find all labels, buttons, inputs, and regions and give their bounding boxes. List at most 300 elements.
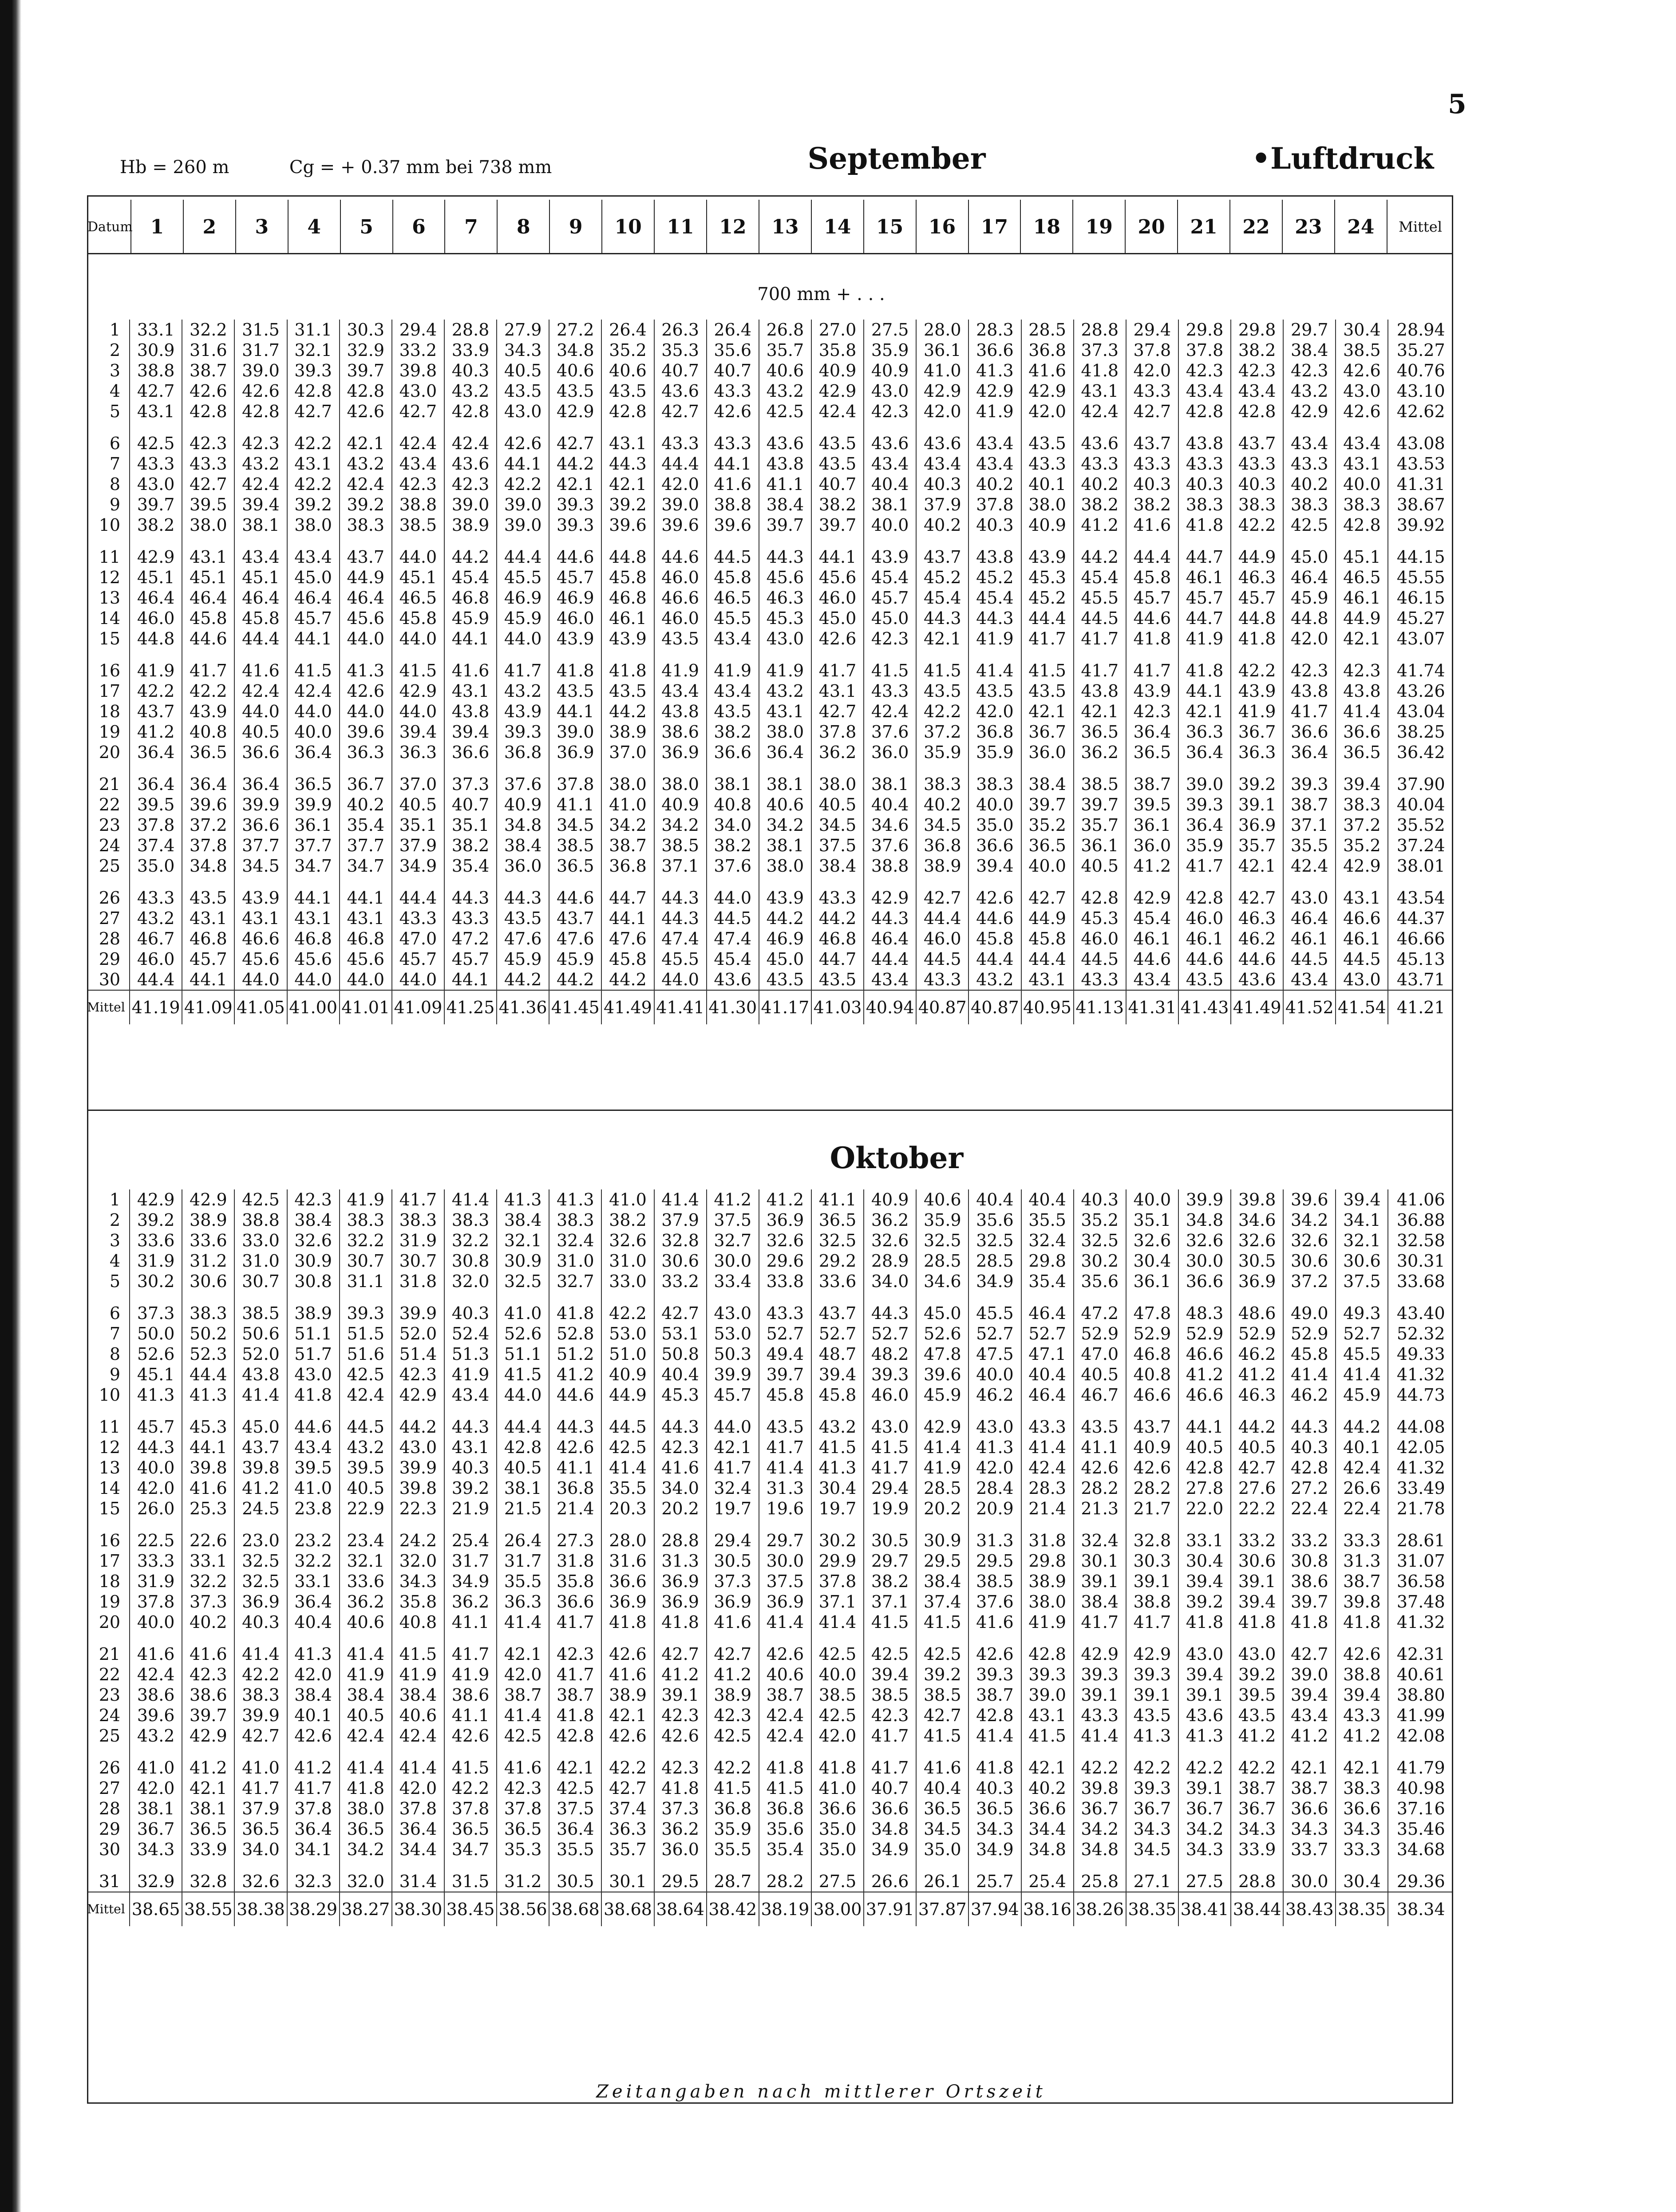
pressure-cell: 38.1 [707, 774, 759, 794]
pressure-cell: 43.1 [287, 454, 340, 474]
pressure-cell: 43.1 [759, 701, 811, 722]
pressure-cell: 34.8 [864, 1819, 916, 1839]
pressure-cell: 37.6 [707, 856, 759, 876]
spacer-cell [916, 1519, 968, 1530]
daily-mean-cell: 44.37 [1388, 908, 1453, 928]
pressure-cell: 42.9 [392, 1385, 444, 1405]
pressure-cell: 38.9 [707, 1685, 759, 1705]
table-row [87, 1364, 1453, 1385]
pressure-cell: 35.4 [1021, 1271, 1074, 1292]
spacer-cell [1231, 1292, 1283, 1303]
pressure-cell: 41.2 [654, 1664, 707, 1685]
pressure-cell: 41.3 [130, 1385, 182, 1405]
table-row [87, 1385, 1453, 1405]
pressure-cell: 21.7 [1126, 1498, 1178, 1519]
spacer-cell [130, 649, 182, 660]
pressure-cell: 32.6 [1178, 1230, 1231, 1251]
pressure-cell: 37.3 [130, 1303, 182, 1323]
spacer-cell [1231, 1519, 1283, 1530]
pressure-cell: 42.9 [968, 381, 1021, 401]
pressure-cell: 37.6 [968, 1592, 1021, 1612]
spacer-cell [497, 1632, 549, 1644]
pressure-cell: 44.6 [549, 547, 601, 567]
pressure-cell: 35.5 [601, 1478, 654, 1498]
pressure-cell: 36.4 [287, 1819, 340, 1839]
daily-mean-cell: 37.48 [1388, 1592, 1453, 1612]
pressure-cell: 44.3 [549, 1417, 601, 1437]
pressure-cell: 41.4 [497, 1612, 549, 1632]
hourly-mean-cell: 37.87 [916, 1892, 968, 1926]
pressure-cell: 34.9 [864, 1839, 916, 1860]
pressure-cell: 41.2 [707, 1664, 759, 1685]
pressure-cell: 39.4 [1231, 1592, 1283, 1612]
col-header-hour: 24 [1335, 200, 1387, 254]
daily-mean-cell: 36.88 [1388, 1210, 1453, 1230]
pressure-cell: 38.6 [1283, 1571, 1336, 1592]
pressure-cell: 37.8 [549, 774, 601, 794]
spacer-cell [87, 876, 130, 888]
table-row [87, 1685, 1453, 1705]
pressure-cell: 40.3 [444, 1303, 497, 1323]
pressure-cell: 45.2 [916, 567, 968, 588]
pressure-cell: 36.9 [759, 1592, 811, 1612]
pressure-cell: 42.9 [1126, 888, 1178, 908]
spacer-cell [392, 535, 444, 547]
pressure-cell: 39.7 [759, 515, 811, 535]
pressure-cell: 31.7 [497, 1551, 549, 1571]
spacer-cell [1021, 1746, 1074, 1758]
pressure-cell: 39.7 [759, 1364, 811, 1385]
pressure-cell: 42.0 [916, 401, 968, 422]
pressure-cell: 44.0 [234, 701, 287, 722]
pressure-cell: 42.1 [1021, 1758, 1074, 1778]
hourly-mean-cell: 38.19 [759, 1892, 811, 1926]
day-label: 26 [99, 1758, 121, 1778]
pressure-cell: 43.8 [1178, 433, 1231, 454]
pressure-cell: 38.7 [601, 835, 654, 856]
pressure-cell: 36.9 [654, 1571, 707, 1592]
pressure-cell: 36.6 [707, 742, 759, 762]
group-spacer [87, 1292, 1453, 1303]
pressure-cell: 42.5 [811, 1705, 864, 1726]
pressure-cell: 46.8 [601, 588, 654, 608]
pressure-cell: 28.8 [654, 1530, 707, 1551]
table-row [87, 722, 1453, 742]
pressure-cell: 50.3 [707, 1344, 759, 1364]
spacer-cell [1231, 649, 1283, 660]
table-row [87, 969, 1453, 990]
pressure-cell: 30.9 [130, 340, 182, 360]
table-row [87, 856, 1453, 876]
column-header-row [87, 200, 1453, 254]
table-row [87, 628, 1453, 649]
pressure-cell: 37.4 [601, 1798, 654, 1819]
pressure-cell: 39.4 [392, 722, 444, 742]
spacer-cell [811, 1746, 864, 1758]
pressure-cell: 34.2 [340, 1839, 392, 1860]
spacer-cell [1388, 1292, 1453, 1303]
pressure-cell: 41.4 [759, 1612, 811, 1632]
spacer-cell [234, 876, 287, 888]
pressure-cell: 46.1 [1336, 928, 1388, 949]
pressure-cell: 42.6 [601, 1726, 654, 1746]
spacer-cell [811, 422, 864, 433]
spacer-cell [707, 1746, 759, 1758]
pressure-cell: 38.3 [340, 515, 392, 535]
pressure-cell: 42.7 [601, 1778, 654, 1798]
spacer-cell [444, 876, 497, 888]
pressure-cell: 45.0 [864, 608, 916, 628]
pressure-cell: 43.7 [916, 547, 968, 567]
pressure-cell: 26.4 [497, 1530, 549, 1551]
pressure-cell: 43.8 [1074, 681, 1126, 701]
station-height: Hb = 260 m [120, 157, 229, 178]
pressure-cell: 42.0 [1283, 628, 1336, 649]
daily-mean-cell: 33.49 [1388, 1478, 1453, 1498]
pressure-cell: 37.7 [234, 835, 287, 856]
pressure-cell: 43.2 [340, 454, 392, 474]
pressure-cell: 19.6 [759, 1498, 811, 1519]
pressure-cell: 34.8 [497, 815, 549, 835]
pressure-cell: 38.3 [444, 1210, 497, 1230]
spacer-cell [759, 1746, 811, 1758]
pressure-cell: 38.2 [1231, 340, 1283, 360]
pressure-cell: 43.4 [864, 454, 916, 474]
spacer-cell [130, 1292, 182, 1303]
spacer-cell [549, 1405, 601, 1417]
pressure-cell: 42.7 [130, 381, 182, 401]
pressure-cell: 46.4 [1283, 567, 1336, 588]
daily-mean-cell: 43.40 [1388, 1303, 1453, 1323]
pressure-cell: 41.8 [549, 1705, 601, 1726]
pressure-cell: 44.9 [1336, 608, 1388, 628]
pressure-cell: 46.3 [1231, 567, 1283, 588]
pressure-cell: 36.6 [1021, 1798, 1074, 1819]
pressure-cell: 38.3 [234, 1685, 287, 1705]
pressure-cell: 41.9 [1178, 628, 1231, 649]
pressure-cell: 37.1 [811, 1592, 864, 1612]
spacer-cell [601, 1860, 654, 1871]
pressure-cell: 43.4 [1283, 969, 1336, 990]
daily-mean-cell: 43.08 [1388, 433, 1453, 454]
pressure-cell: 28.2 [759, 1871, 811, 1892]
hourly-mean-cell: 38.29 [287, 1892, 340, 1926]
table-row [87, 1705, 1453, 1726]
day-label: 5 [109, 1272, 121, 1291]
daily-mean-cell: 45.13 [1388, 949, 1453, 969]
pressure-cell: 23.0 [234, 1530, 287, 1551]
daily-mean-cell: 43.10 [1388, 381, 1453, 401]
pressure-cell: 44.6 [968, 908, 1021, 928]
pressure-cell: 29.5 [916, 1551, 968, 1571]
spacer-cell [340, 1632, 392, 1644]
pressure-cell: 53.0 [601, 1323, 654, 1344]
col-header-hour: 16 [916, 200, 968, 254]
pressure-cell: 41.8 [287, 1385, 340, 1405]
pressure-cell: 43.0 [392, 1437, 444, 1458]
pressure-cell: 44.7 [1178, 547, 1231, 567]
pressure-cell: 39.9 [234, 794, 287, 815]
pressure-cell: 42.4 [392, 1726, 444, 1746]
pressure-cell: 44.8 [1283, 608, 1336, 628]
pressure-cell: 34.9 [968, 1839, 1021, 1860]
spacer-cell [1336, 422, 1388, 433]
hourly-mean-cell: 38.45 [444, 1892, 497, 1926]
pressure-cell: 42.0 [1021, 401, 1074, 422]
spacer-cell [287, 1746, 340, 1758]
pressure-cell: 41.4 [1021, 1437, 1074, 1458]
spacer-cell [130, 1405, 182, 1417]
spacer-cell [916, 1405, 968, 1417]
pressure-cell: 32.0 [392, 1551, 444, 1571]
spacer-cell [497, 762, 549, 774]
spacer-cell [601, 1632, 654, 1644]
pressure-cell: 39.0 [497, 515, 549, 535]
pressure-cell: 45.8 [1021, 928, 1074, 949]
daily-mean-cell: 44.15 [1388, 547, 1453, 567]
pressure-cell: 43.8 [968, 547, 1021, 567]
pressure-cell: 31.5 [234, 320, 287, 340]
pressure-cell: 41.5 [392, 1644, 444, 1664]
pressure-cell: 43.3 [707, 433, 759, 454]
pressure-cell: 45.9 [1283, 588, 1336, 608]
pressure-cell: 40.5 [1231, 1437, 1283, 1458]
pressure-cell: 33.9 [182, 1839, 234, 1860]
day-label: 14 [99, 1478, 121, 1498]
daily-mean-cell: 41.31 [1388, 474, 1453, 494]
pressure-cell: 42.3 [654, 1758, 707, 1778]
pressure-cell: 42.8 [1178, 401, 1231, 422]
pressure-cell: 30.2 [130, 1271, 182, 1292]
pressure-cell: 45.0 [916, 1303, 968, 1323]
pressure-cell: 35.6 [759, 1819, 811, 1839]
pressure-cell: 42.0 [654, 474, 707, 494]
pressure-cell: 43.3 [1074, 454, 1126, 474]
pressure-cell: 52.7 [864, 1323, 916, 1344]
pressure-cell: 41.7 [287, 1778, 340, 1798]
pressure-cell: 34.7 [444, 1839, 497, 1860]
pressure-cell: 34.2 [601, 815, 654, 835]
pressure-cell: 41.5 [811, 1437, 864, 1458]
hourly-mean-cell: 38.56 [497, 1892, 549, 1926]
pressure-cell: 42.6 [1336, 401, 1388, 422]
pressure-cell: 42.4 [1336, 1458, 1388, 1478]
pressure-cell: 44.0 [340, 701, 392, 722]
pressure-cell: 32.1 [340, 1551, 392, 1571]
pressure-cell: 36.2 [444, 1592, 497, 1612]
pressure-cell: 30.3 [1126, 1551, 1178, 1571]
pressure-cell: 40.3 [1231, 474, 1283, 494]
pressure-cell: 37.5 [759, 1571, 811, 1592]
pressure-cell: 41.8 [1074, 360, 1126, 381]
pressure-cell: 38.3 [968, 774, 1021, 794]
pressure-cell: 36.6 [234, 815, 287, 835]
hourly-mean-cell: 40.87 [968, 990, 1021, 1024]
pressure-cell: 40.6 [549, 360, 601, 381]
pressure-cell: 42.4 [1021, 1458, 1074, 1478]
pressure-cell: 42.3 [1126, 701, 1178, 722]
pressure-cell: 42.2 [182, 681, 234, 701]
pressure-cell: 50.0 [130, 1323, 182, 1344]
spacer-cell [182, 1746, 234, 1758]
col-header-hour: 2 [183, 200, 236, 254]
pressure-cell: 29.8 [1021, 1251, 1074, 1271]
spacer-cell [864, 649, 916, 660]
pressure-cell: 32.6 [601, 1230, 654, 1251]
pressure-cell: 42.9 [549, 401, 601, 422]
col-header-hour: 17 [968, 200, 1021, 254]
pressure-cell: 44.0 [340, 969, 392, 990]
pressure-cell: 35.8 [392, 1592, 444, 1612]
pressure-cell: 38.6 [654, 722, 707, 742]
pressure-cell: 36.5 [497, 1819, 549, 1839]
pressure-cell: 28.8 [1231, 1871, 1283, 1892]
spacer-cell [287, 649, 340, 660]
day-label: 21 [99, 774, 121, 794]
spacer-cell [1336, 535, 1388, 547]
pressure-cell: 37.3 [444, 774, 497, 794]
day-label: 4 [109, 381, 121, 401]
pressure-cell: 41.9 [444, 1664, 497, 1685]
spacer-cell [287, 1519, 340, 1530]
pressure-cell: 40.5 [497, 360, 549, 381]
spacer-cell [130, 422, 182, 433]
pressure-cell: 41.0 [811, 1778, 864, 1798]
pressure-cell: 38.5 [549, 835, 601, 856]
pressure-cell: 39.8 [1074, 1778, 1126, 1798]
pressure-cell: 38.0 [811, 774, 864, 794]
spacer-cell [864, 1860, 916, 1871]
pressure-cell: 33.2 [1283, 1530, 1336, 1551]
pressure-cell: 43.6 [444, 454, 497, 474]
pressure-cell: 43.1 [444, 1437, 497, 1458]
spacer-cell [654, 876, 707, 888]
pressure-cell: 39.6 [130, 1705, 182, 1726]
pressure-cell: 52.0 [392, 1323, 444, 1344]
pressure-cell: 28.7 [707, 1871, 759, 1892]
spacer-cell [87, 649, 130, 660]
pressure-cell: 43.9 [1126, 681, 1178, 701]
hourly-mean-cell: 40.95 [1021, 990, 1074, 1024]
pressure-cell: 42.6 [444, 1726, 497, 1746]
pressure-cell: 46.6 [1178, 1344, 1231, 1364]
daily-mean-cell: 42.08 [1388, 1726, 1453, 1746]
daily-mean-cell: 40.61 [1388, 1664, 1453, 1685]
pressure-cell: 37.3 [707, 1571, 759, 1592]
pressure-cell: 43.3 [1021, 1417, 1074, 1437]
spacer-cell [1021, 762, 1074, 774]
pressure-cell: 41.4 [759, 1458, 811, 1478]
spacer-cell [1388, 535, 1453, 547]
pressure-cell: 21.9 [444, 1498, 497, 1519]
spacer-cell [968, 1519, 1021, 1530]
pressure-cell: 28.0 [601, 1530, 654, 1551]
pressure-cell: 42.3 [864, 401, 916, 422]
pressure-cell: 27.0 [811, 320, 864, 340]
pressure-cell: 39.0 [234, 360, 287, 381]
spacer-cell [340, 1746, 392, 1758]
pressure-cell: 41.8 [1178, 660, 1231, 681]
pressure-cell: 42.6 [968, 888, 1021, 908]
pressure-cell: 37.5 [707, 1210, 759, 1230]
pressure-cell: 32.6 [864, 1230, 916, 1251]
pressure-cell: 42.9 [1126, 1644, 1178, 1664]
pressure-cell: 36.9 [654, 742, 707, 762]
pressure-cell: 36.4 [1126, 722, 1178, 742]
pressure-cell: 42.7 [654, 1303, 707, 1323]
pressure-cell: 51.3 [444, 1344, 497, 1364]
pressure-cell: 41.6 [601, 1664, 654, 1685]
hourly-mean-cell: 38.68 [601, 1892, 654, 1926]
pressure-cell: 44.3 [1283, 1417, 1336, 1437]
pressure-cell: 32.4 [707, 1478, 759, 1498]
pressure-cell: 42.3 [234, 433, 287, 454]
spacer-cell [444, 1746, 497, 1758]
pressure-cell: 33.6 [182, 1230, 234, 1251]
pressure-cell: 43.3 [707, 381, 759, 401]
page-number: 5 [1448, 89, 1466, 120]
spacer-cell [340, 649, 392, 660]
day-label: 12 [99, 1438, 121, 1457]
pressure-cell: 37.1 [864, 1592, 916, 1612]
pressure-cell: 46.8 [444, 588, 497, 608]
pressure-cell: 45.1 [182, 567, 234, 588]
spacer-cell [444, 535, 497, 547]
spacer-cell [916, 1632, 968, 1644]
pressure-cell: 36.5 [182, 742, 234, 762]
pressure-cell: 45.9 [497, 608, 549, 628]
pressure-cell: 27.8 [1178, 1478, 1231, 1498]
pressure-cell: 41.8 [1178, 1612, 1231, 1632]
pressure-cell: 28.5 [916, 1478, 968, 1498]
pressure-cell: 32.9 [130, 1871, 182, 1892]
spacer-cell [444, 649, 497, 660]
pressure-cell: 52.6 [497, 1323, 549, 1344]
pressure-cell: 41.3 [549, 1189, 601, 1210]
spacer-cell [1283, 1746, 1336, 1758]
pressure-cell: 37.1 [1283, 815, 1336, 835]
pressure-cell: 32.9 [340, 340, 392, 360]
pressure-cell: 46.4 [182, 588, 234, 608]
pressure-cell: 42.1 [182, 1778, 234, 1798]
pressure-cell: 41.7 [1283, 701, 1336, 722]
pressure-cell: 25.4 [1021, 1871, 1074, 1892]
pressure-cell: 32.2 [182, 320, 234, 340]
pressure-cell: 42.6 [1074, 1458, 1126, 1478]
pressure-cell: 43.4 [1231, 381, 1283, 401]
pressure-cell: 33.4 [707, 1271, 759, 1292]
pressure-cell: 45.7 [1126, 588, 1178, 608]
table-row [87, 1230, 1453, 1251]
pressure-cell: 42.3 [182, 433, 234, 454]
pressure-cell: 21.4 [1021, 1498, 1074, 1519]
pressure-cell: 39.1 [654, 1685, 707, 1705]
pressure-cell: 34.8 [182, 856, 234, 876]
pressure-cell: 42.7 [811, 701, 864, 722]
pressure-cell: 43.2 [759, 381, 811, 401]
pressure-cell: 45.8 [1126, 567, 1178, 588]
pressure-cell: 28.9 [864, 1251, 916, 1271]
pressure-cell: 42.0 [968, 1458, 1021, 1478]
pressure-cell: 42.2 [916, 701, 968, 722]
pressure-cell: 42.8 [287, 381, 340, 401]
pressure-cell: 32.0 [340, 1871, 392, 1892]
pressure-cell: 43.0 [1283, 888, 1336, 908]
pressure-cell: 29.2 [811, 1251, 864, 1271]
table-row [87, 1437, 1453, 1458]
pressure-cell: 45.6 [287, 949, 340, 969]
pressure-cell: 42.9 [1074, 1644, 1126, 1664]
